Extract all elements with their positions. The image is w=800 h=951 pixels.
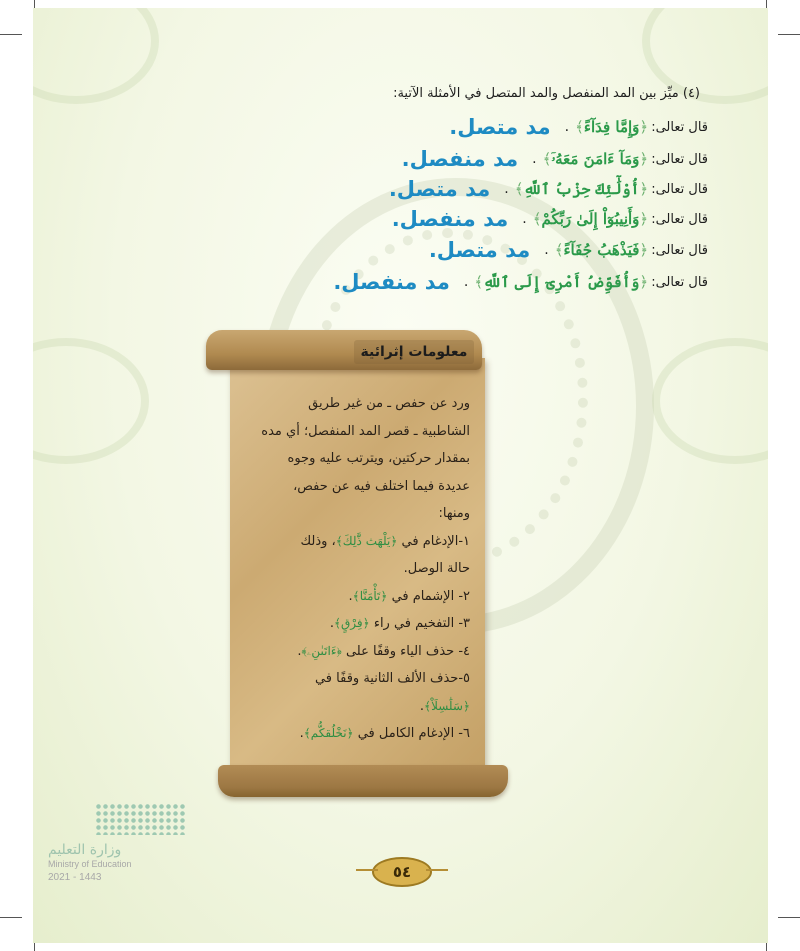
crop-mark bbox=[778, 917, 800, 918]
example-line: قال تعالى: ﴿وَأَنِيبُوٓاْ إِلَىٰ رَبِّكُمْ﴾ . مد منفصل. bbox=[391, 207, 708, 231]
ministry-name-english: Ministry of Education bbox=[48, 859, 132, 869]
answer-text: مد متصل. bbox=[428, 238, 531, 262]
ministry-logo-dots bbox=[95, 803, 185, 835]
text-line: ورد عن حفص ـ من غير طريق bbox=[308, 396, 470, 411]
text-line: ومنها: bbox=[438, 506, 470, 521]
crop-mark bbox=[0, 34, 22, 35]
list-item: ٤- حذف الياء وقفًا على ﴿ءَاتَىٰنِۦ﴾. bbox=[297, 643, 470, 659]
list-item: ٣- التفخيم في راء ﴿فِرْقٍ﴾. bbox=[329, 616, 470, 631]
example-line: قال تعالى: ﴿وَمَآ ءَامَنَ مَعَهُۥٓ﴾ . مد منفصل. bbox=[401, 147, 708, 171]
quran-verse: ﴿وَمَآ ءَامَنَ مَعَهُۥٓ﴾ bbox=[542, 150, 649, 168]
quran-verse: ﴿فَيَذْهَبُ جُفَآءً﴾ bbox=[554, 241, 649, 259]
quran-quote: ﴿تَأْمَنَّا﴾ bbox=[352, 588, 388, 603]
list-item: حالة الوصل. bbox=[403, 561, 470, 576]
side-ornament bbox=[33, 338, 149, 464]
example-label: قال تعالى: bbox=[651, 151, 708, 167]
example-label: قال تعالى: bbox=[651, 242, 708, 258]
list-item: ١-الإدغام في ﴿يَلْهَث ذَّٰلِكَ﴾، وذلك bbox=[300, 533, 470, 549]
list-item: ٥-حذف الألف الثانية وقفًا في bbox=[314, 671, 470, 686]
example-line: قال تعالى: ﴿وَإِمَّا فِدَآءً﴾ . مد متصل. bbox=[449, 115, 708, 139]
page-number: ٥٤ bbox=[372, 857, 432, 887]
example-line: قال تعالى: ﴿فَيَذْهَبُ جُفَآءً﴾ . مد متصل. bbox=[428, 238, 708, 262]
quran-verse: ﴿وَإِمَّا فِدَآءً﴾ bbox=[575, 118, 649, 136]
quran-verse: ﴿أُوْلَٰٓئِكَ حِزْبُ ٱللَّهِ﴾ bbox=[514, 180, 649, 198]
list-item: ٢- الإشمام في ﴿تَأْمَنَّا﴾. bbox=[348, 588, 470, 604]
example-label: قال تعالى: bbox=[651, 274, 708, 290]
quran-verse: ﴿وَأُفَوِّضُ أَمْرِىٓ إِلَى ٱللَّهِ﴾ bbox=[474, 273, 649, 291]
quran-quote: ﴿ءَاتَىٰنِۦ﴾ bbox=[301, 643, 342, 658]
quran-quote: ﴿نَخْلُقكُّم﴾ bbox=[303, 726, 354, 740]
example-line: قال تعالى: ﴿وَأُفَوِّضُ أَمْرِىٓ إِلَى ٱللَّهِ﴾ . مد منفصل. bbox=[333, 270, 708, 294]
answer-text: مد متصل. bbox=[388, 177, 491, 201]
crop-mark bbox=[0, 917, 22, 918]
page-number-badge bbox=[356, 857, 448, 887]
edition-year: 2021 - 1443 bbox=[48, 872, 102, 883]
quran-quote: ﴿سَلَٰسِلَاْ﴾ bbox=[424, 698, 470, 713]
text-line: الشاطبية ـ قصر المد المنفصل؛ أي مده bbox=[261, 423, 470, 439]
side-ornament bbox=[652, 338, 768, 464]
example-line: قال تعالى: ﴿أُوْلَٰٓئِكَ حِزْبُ ٱللَّهِ﴾ . مد متصل. bbox=[388, 177, 708, 201]
answer-text: مد منفصل. bbox=[401, 147, 519, 171]
list-item: ٦- الإدغام الكامل في ﴿نَخْلُقكُّم﴾. bbox=[299, 726, 470, 741]
flourish-left bbox=[356, 869, 378, 871]
list-item: ﴿سَلَٰسِلَاْ﴾. bbox=[419, 698, 470, 714]
crop-mark bbox=[778, 34, 800, 35]
answer-text: مد منفصل. bbox=[391, 207, 509, 231]
scroll-bottom-roll bbox=[218, 765, 508, 797]
quran-quote: ﴿يَلْهَث ذَّٰلِكَ﴾ bbox=[335, 533, 398, 548]
ministry-name-arabic: وزارة التعليم bbox=[48, 842, 122, 858]
answer-text: مد متصل. bbox=[449, 115, 551, 139]
quran-quote: ﴿فِرْقٍ﴾ bbox=[333, 616, 370, 630]
flourish-right bbox=[426, 869, 448, 871]
text-line: عديدة فيما اختلف فيه عن حفص، bbox=[293, 478, 470, 494]
corner-ornament bbox=[33, 8, 159, 104]
enrichment-text bbox=[250, 390, 470, 748]
scroll-title: معلومات إثرائية bbox=[354, 340, 474, 364]
example-label: قال تعالى: bbox=[651, 119, 708, 135]
example-label: قال تعالى: bbox=[651, 211, 708, 227]
answer-text: مد منفصل. bbox=[333, 270, 450, 294]
text-line: بمقدار حركتين، ويترتب عليه وجوه bbox=[287, 451, 470, 466]
example-label: قال تعالى: bbox=[651, 181, 708, 197]
exercise-question: (٤) ميِّز بين المد المنفصل والمد المتصل في الأمثلة الآتية: bbox=[393, 86, 700, 101]
quran-verse: ﴿وَأَنِيبُوٓاْ إِلَىٰ رَبِّكُمْ﴾ bbox=[532, 210, 649, 228]
